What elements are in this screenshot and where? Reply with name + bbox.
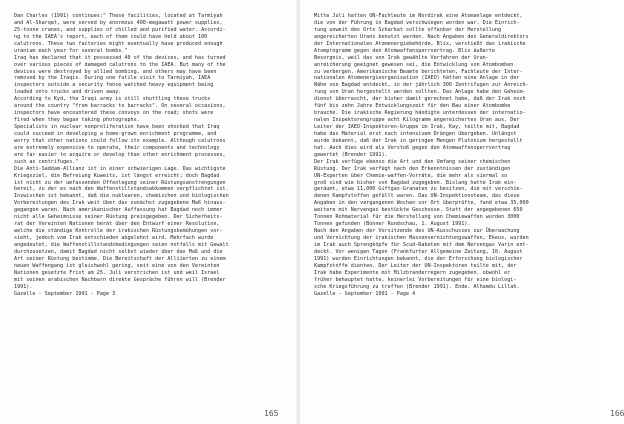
text-line: Iraq has declared that it possessed 40 of the devices, and has turned [14,54,226,61]
text-line: inspectors have encountered these convoys on the road; shots were [14,110,214,117]
text-line: nalen Inspektorengruppe acht Kilogramm angereichertes Uran aus. Der [314,117,520,124]
text-line: and Al-Sharqat, were served by enormous 400-megawatt power supplies, [14,19,223,26]
text-line: rung von Uran hergestellt werden sollten. Das Anlage habe den Geheim- [314,89,526,96]
text-line: According to Kyd, the Iraqi army is still shuttling these trucks [14,96,211,103]
text-line: Inzwischen ist bekannt, daß die nuklearen, chemischen und biologischen [14,193,229,200]
text-line: calutrons. These two factories might eventually have produced enough [14,40,223,47]
text-line: die von der Führung in Bagdad verschwiegen worden war. Die Einrich- [314,19,520,26]
text-line: Besorgnis, weil das von Irak gewählte Verfahren der Uran- [314,54,489,61]
text-line: such as centrifuges." [14,158,79,165]
text-line: und Vernichtung der irakischen Massenvernichtungswaffen, Ekeus, wurden [314,235,529,241]
text-line: UN-Experten über Chemie-waffen-Vorräte, die mehr als viermal so [314,172,508,179]
text-line: durchzusetzen, damit Bagdad nicht selbst wieder über das Maß und die [14,248,223,255]
text-line: are far easier to acquire or develop than other enrichment processes, [14,151,226,158]
text-line: angedeutet, die Waffenstillstandsbedingungen seien notfalls mit Gewalt [14,241,229,248]
text-line: Die Anti-Saddam-Allianz ist in einer schwierigen Lage. Das wichtigste [14,165,226,172]
left-page-text [14,13,284,297]
text-line: Tonnen Rohmaterial für die Herstellung von Chemiewaffen wurden 3000 [314,214,520,221]
right-page [300,0,624,424]
text-line: Atomprogramm gegen den Atomwaffensperrvertrag. Blix äußerte [314,47,495,54]
left-page-number: 165 [264,409,279,418]
text-line: Mitte Juli hatten UN-Fachleute im Nordirak eine Atomanlage entdeckt, [314,13,523,19]
text-line: nationalen Atomenergieorganisation (IAEO) hätten eine Anlage in der [314,75,520,82]
text-line: Nähe von Bagdad entdeckt, in der jährlich 300 Zentrifugen zur Anreich- [314,82,529,89]
text-line: mit seinen arabischen Nachbarn direkte Gespräche führen will (Brender [14,276,226,283]
text-line: sche Kriegsführung zu treffen (Brender 1991). Ende. Alhamdu Lillah. [314,283,520,290]
left-page [0,0,300,424]
text-line: fünf bis zehn Jahre Entwicklungszeit für den Bau einer Atombombe [314,103,511,110]
text-line: uranium each year for several bombs." [14,47,128,54]
text-line: are extremely expensive to operate, their components and technology [14,144,220,151]
text-line: ist nicht zu der umfassenden Offenlegung seiner Rüstungsanstrengungen [14,179,226,186]
text-line: Dan Charles (1991) continues:" These facilities, located at Tarmiyah [14,13,223,19]
text-line: Rüstung. Der Irak verfügt nach den Erkenntnissen der zuständigen [314,165,511,172]
text-line: 1991) wurden Einrichtungen bekannt, die der Erforschung biologischer [314,255,523,262]
text-line: Kriegsziel, die Befreiung Kuweits, ist längst erreicht; doch Bagdad [14,172,220,179]
text-line: deckt. Vor wenigen Tagen (Frankfurter Allgemeine Zeitung, 10. August [314,248,523,255]
text-line: Der Irak verfüge ebenso die Art und den Umfang seiner chemischen [314,158,511,165]
text-line: over various pieces of damaged calutrons to the IAEA. But many of the [14,61,226,68]
text-line: denen Kampfstoffen gefüllt waren. Das UN-Inspektionsteam, das diese [314,193,520,200]
text-line: rat der Vereinten Nationen berät über den Entwurf einer Resolution, [14,221,220,228]
text-line: devices were destroyed by allied bombing, and others may have been [14,68,217,75]
text-line: Angaben in den vergangenen Wochen vor Ort überprüfte, fand etwa 35,000 [314,200,529,207]
text-line: im Irak auch Sprengköpfe für Scud-Raketen mit dem Nervengas Varin ent- [314,241,529,248]
text-line: dienst überrascht, der bisher damit gerechnet habe, daß der Irak noch [314,96,526,103]
text-line: habe das Material erst nach intensivem Drängen übergeben. Unlängst [314,130,517,137]
text-line: sieht, jedoch vom Irak entschieden abgelehnt wird. Mehrfach wurde [14,235,214,241]
text-line: loaded onto trucks and driven away. [14,89,122,96]
text-line: zu verbergen. Amerikanische Beamte berichteten, Fachleute der Inter- [314,68,523,75]
text-line: früher behauptet hatte, keinerlei Vorbereitungen für eine biologi- [314,276,517,283]
text-line: removed by the Iraqis. During one futile visit to Tarmiyah, IAEA [14,75,211,82]
text-line: Specialists in nuclear nonproliferation have been shocked that Iraq [14,124,220,130]
text-line: fired when they began taking photographs. [14,117,140,124]
text-line: 25-tonne cranes, and supplies of chilled and purified water. Accordi- [14,26,226,33]
text-line: Gazelle - September 1991 - Page 3 [14,290,116,297]
text-line: gegangen waren. Nach amerikanischer Auffassung hat Bagdad noch immer [14,207,223,214]
text-line: Art seiner Rüstung bestimme. Die Bereitschaft der Alliierten zu einem [14,255,226,262]
text-line: Tonnen gefunden (Bonner Rundschau, 1. August 1991). [314,221,471,228]
text-line: hat. Auch dies wird als Verstoß gegen den Atomwaffensperrvertrag [314,144,511,151]
text-line: Leiter der IAEO-Inspektoren-Gruppe im Irak, Kay, teilte mit, Bagdad [314,124,520,130]
text-line: der Internationalen Atomenergiebehörde, Blix, verstießt das irakische [314,40,526,47]
text-line: wurde bekannt, daß der Irak in geringen Mengen Plutonium hergestellt [314,137,523,144]
text-line: geräumt, etwa 11,000 Giftgas-Granaten zu besitzen, die mit verschie- [314,186,523,193]
text-line: groß sind wie bisher von Bagdad zugegeben. Bislang hatte Irak ein- [314,179,517,186]
text-line: anreicherung geeignet gewesen sei, die Entwicklung von Atombomben [314,61,514,68]
text-line: brauche. Die irakische Regierung händigte unterdessen der internatio- [314,110,526,117]
text-line: ng to the IAEA's report, each of them could have held about 100 [14,33,208,40]
text-line: 1991). [14,283,33,290]
right-page-text [314,13,586,297]
text-line: tung unweit des Orts Scharkat sollte offenbar der Herstellung [314,26,502,33]
text-line: Gazelle - September 1991 - Page 4 [314,290,416,297]
text-line: neuen Waffengang ist gleichwohl gering, seit eine von den Vereinten [14,262,220,269]
text-line: around the country "from barracks to barracks". On several occasions, [14,103,226,110]
text-line: worry that other nations could follow its example. Although calutrons [14,137,226,144]
text-line: angereicherten Urans benutzt werden. Nach Angaben des Generaldirektors [314,33,529,40]
text-line: Nationen gesetzte Frist am 25. Juli verstrichen ist und weil Israel [14,269,220,276]
text-line: Vorbereitungen des Irak weit über das zunächst zugegebene Maß hinaus- [14,200,226,207]
text-line: Kampfstoffe dienten. Der Leiter der UN-Inspektoren teilte mit, der [314,262,517,269]
text-line: weitere mit Nervengas bestückte Geschosse. Statt der angegebenen 650 [314,207,523,214]
text-line: welche die ständige Kontrolle der irakischen Rüstungsbemühungen vor- [14,228,223,235]
text-line: inspectors outside a security fence watched heavy equipment being [14,82,214,89]
text-line: Nach den Angaben der Vorsitzende des UN-Ausschusses zur Überwachung [314,228,520,235]
text-line: nicht alle Geheimnisse seiner Rüstung preisgegeben. Der Sicherheits- [14,214,223,221]
text-line: bereit, zu der es nach den Waffenstillstandsabkommen verpflichtet ist. [14,186,229,193]
text-line: Irak habe Experimente mit Milzbranderregern zugegeben, obwohl er [314,269,511,276]
text-line: could succeed in developing a home-grown enrichment programme, and [14,130,217,137]
text-line: gewertet (Brender 1991). [314,151,388,158]
right-page-number: 166 [610,409,624,418]
